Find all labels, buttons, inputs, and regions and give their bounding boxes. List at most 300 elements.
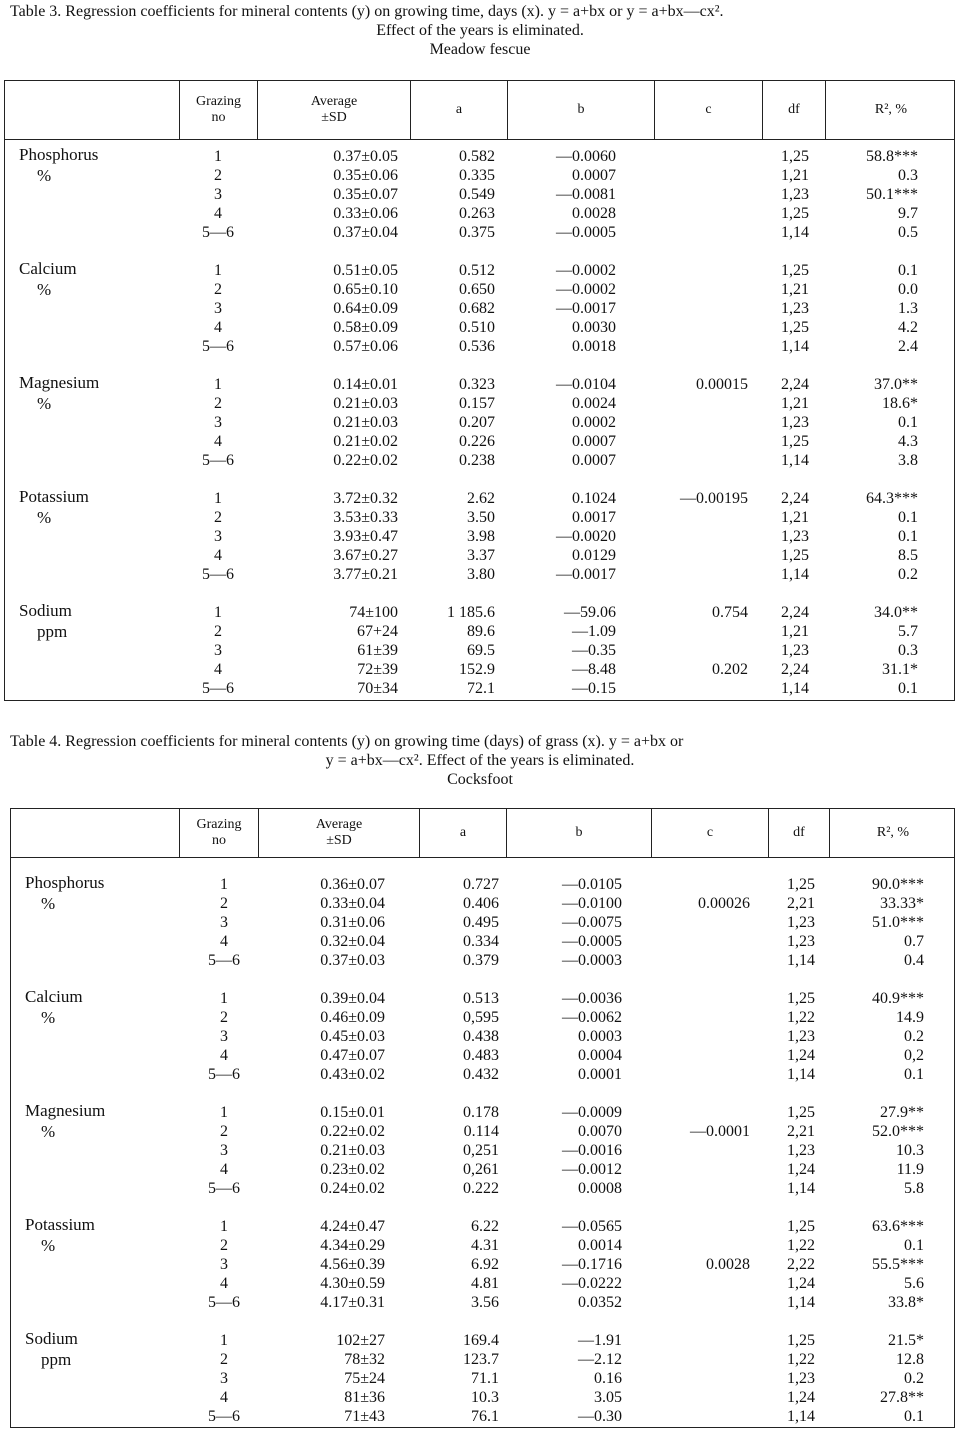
table4-cell-b: 0.0070 bbox=[578, 1123, 622, 1140]
table3-cell-df: 2,24 bbox=[781, 604, 809, 621]
table3-cell-b: —0.0005 bbox=[556, 224, 616, 241]
table4-cell-average: 4.56±0.39 bbox=[320, 1256, 385, 1273]
table4-cell-a: 0,251 bbox=[463, 1142, 499, 1159]
table4-cell-b: —0.0036 bbox=[562, 990, 622, 1007]
table4-cell-grazing: 1 bbox=[220, 1104, 228, 1121]
table4-cell-r2: 0.7 bbox=[904, 933, 924, 950]
table4-group-label: Calcium bbox=[25, 987, 83, 1006]
table4-cell-r2: 0.1 bbox=[904, 1237, 924, 1254]
table3-cell-b: 0.0030 bbox=[572, 319, 616, 336]
table3-cell-c: —0.00195 bbox=[680, 490, 748, 507]
table4-cell-r2: 0.2 bbox=[904, 1028, 924, 1045]
table3-cell-r2: 5.7 bbox=[898, 623, 918, 640]
table4-cell-df: 1,23 bbox=[787, 933, 815, 950]
table3-cell-a: 2.62 bbox=[467, 490, 495, 507]
table4-cell-a: 169.4 bbox=[463, 1332, 499, 1349]
table4-cell-b: 0.0001 bbox=[578, 1066, 622, 1083]
table3-cell-a: 0.375 bbox=[459, 224, 495, 241]
table3-cell-b: —0.0002 bbox=[556, 262, 616, 279]
table3-cell-average: 0.14±0.01 bbox=[333, 376, 398, 393]
table3-header-grazing-line: Grazing bbox=[195, 94, 242, 109]
table4-cell-b: —0.0009 bbox=[562, 1104, 622, 1121]
table3-cell-grazing: 3 bbox=[214, 414, 222, 431]
table3-cell-a: 0.682 bbox=[459, 300, 495, 317]
table3-cell-grazing: 4 bbox=[214, 547, 222, 564]
table3-cell-b: —0.0060 bbox=[556, 148, 616, 165]
table3-cell-df: 1,25 bbox=[781, 262, 809, 279]
table3-cell-a: 3.50 bbox=[467, 509, 495, 526]
table3-cell-df: 1,25 bbox=[781, 547, 809, 564]
table4-cell-c: 0.00026 bbox=[698, 895, 750, 912]
table3-cell-average: 0.35±0.06 bbox=[333, 167, 398, 184]
table4-cell-grazing: 5—6 bbox=[208, 1294, 240, 1311]
table4-cell-a: 0.406 bbox=[463, 895, 499, 912]
table4-cell-r2: 0.1 bbox=[904, 1408, 924, 1425]
table4 bbox=[10, 808, 955, 1428]
table4-cell-df: 1,14 bbox=[787, 1294, 815, 1311]
table3-cell-b: 0.0018 bbox=[572, 338, 616, 355]
table4-cell-average: 0.45±0.03 bbox=[320, 1028, 385, 1045]
table4-cell-average: 0.24±0.02 bbox=[320, 1180, 385, 1197]
table3-cell-r2: 64.3*** bbox=[866, 490, 918, 507]
table4-cell-df: 1,25 bbox=[787, 990, 815, 1007]
table4-cell-r2: 40.9*** bbox=[872, 990, 924, 1007]
table3-cell-grazing: 4 bbox=[214, 433, 222, 450]
table4-cell-b: —0.0075 bbox=[562, 914, 622, 931]
table4-cell-a: 4.31 bbox=[471, 1237, 499, 1254]
table3-header-r2-label: R², % bbox=[874, 102, 908, 117]
table3-cell-r2: 0.1 bbox=[898, 509, 918, 526]
table3-cell-df: 1,25 bbox=[781, 319, 809, 336]
table3-group-label: % bbox=[37, 508, 52, 527]
table3-cell-r2: 0.3 bbox=[898, 642, 918, 659]
table3-cell-df: 1,25 bbox=[781, 148, 809, 165]
table3-cell-average: 70±34 bbox=[357, 680, 398, 697]
table3-cell-average: 0.33±0.06 bbox=[333, 205, 398, 222]
table3-cell-r2: 8.5 bbox=[898, 547, 918, 564]
table3-cell-grazing: 1 bbox=[214, 262, 222, 279]
table3-cell-df: 1,23 bbox=[781, 186, 809, 203]
table4-cell-grazing: 1 bbox=[220, 1332, 228, 1349]
table3-cell-r2: 0.1 bbox=[898, 262, 918, 279]
table4-cell-df: 1,14 bbox=[787, 1066, 815, 1083]
table3-group-label: Magnesium bbox=[19, 373, 100, 392]
table4-cell-r2: 27.8** bbox=[880, 1389, 924, 1406]
table3-cell-df: 1,14 bbox=[781, 452, 809, 469]
table3-header-average bbox=[257, 81, 410, 139]
table3-cell-c: 0.202 bbox=[712, 661, 748, 678]
table3-cell-grazing: 3 bbox=[214, 186, 222, 203]
table4-header-b bbox=[506, 809, 651, 857]
table3-cell-grazing: 4 bbox=[214, 661, 222, 678]
table4-cell-a: 0.178 bbox=[463, 1104, 499, 1121]
table4-cell-df: 1,25 bbox=[787, 1332, 815, 1349]
table3-cell-average: 0.21±0.02 bbox=[333, 433, 398, 450]
table4-cell-b: —0.0012 bbox=[562, 1161, 622, 1178]
table4-group-label: Phosphorus bbox=[25, 873, 105, 892]
table4-cell-a: 0.432 bbox=[463, 1066, 499, 1083]
table3-cell-average: 0.64±0.09 bbox=[333, 300, 398, 317]
table4-cell-a: 76.1 bbox=[471, 1408, 499, 1425]
table3-cell-grazing: 5—6 bbox=[202, 338, 234, 355]
table4-cell-b: —0.0005 bbox=[562, 933, 622, 950]
table4-cell-r2: 33.33* bbox=[880, 895, 924, 912]
table4-cell-b: —1.91 bbox=[578, 1332, 622, 1349]
table3-cell-a: 152.9 bbox=[459, 661, 495, 678]
table3-cell-average: 3.53±0.33 bbox=[333, 509, 398, 526]
table3-caption-species: Meadow fescue bbox=[429, 41, 531, 58]
table4-cell-a: 0.114 bbox=[463, 1123, 499, 1140]
table3-cell-r2: 34.0** bbox=[874, 604, 918, 621]
table3-cell-r2: 0.5 bbox=[898, 224, 918, 241]
table4-cell-a: 10.3 bbox=[471, 1389, 499, 1406]
table4-cell-grazing: 3 bbox=[220, 914, 228, 931]
table3-cell-b: 0.0017 bbox=[572, 509, 616, 526]
table3-cell-df: 1,14 bbox=[781, 680, 809, 697]
table3-group-label: ppm bbox=[37, 622, 68, 641]
table3-caption-title: Table 3. Regression coefficients for mineral contents (y) on growing time, days (x). y = a+bx or y = a+bx—cx². bbox=[10, 3, 724, 20]
table4-cell-average: 0.32±0.04 bbox=[320, 933, 385, 950]
table3-cell-r2: 2.4 bbox=[898, 338, 918, 355]
table4-cell-a: 71.1 bbox=[471, 1370, 499, 1387]
table4-cell-df: 1,22 bbox=[787, 1237, 815, 1254]
table4-cell-average: 4.17±0.31 bbox=[320, 1294, 385, 1311]
table4-caption-species: Cocksfoot bbox=[447, 771, 513, 788]
table4-cell-average: 78±32 bbox=[344, 1351, 385, 1368]
table3-cell-grazing: 2 bbox=[214, 167, 222, 184]
table4-cell-b: —0.0565 bbox=[562, 1218, 622, 1235]
table4-cell-b: 0.0008 bbox=[578, 1180, 622, 1197]
table4-caption bbox=[10, 732, 950, 789]
table3-cell-r2: 31.1* bbox=[882, 661, 918, 678]
table3-header-c-label: c bbox=[705, 102, 712, 117]
table4-cell-average: 0.23±0.02 bbox=[320, 1161, 385, 1178]
table4-group-label: % bbox=[41, 1008, 56, 1027]
table4-cell-df: 1,23 bbox=[787, 1370, 815, 1387]
table4-header-average-line: Average bbox=[315, 817, 363, 832]
table4-cell-a: 0.495 bbox=[463, 914, 499, 931]
table3-cell-b: 0.0007 bbox=[572, 452, 616, 469]
table4-caption-title: Table 4. Regression coefficients for mineral contents (y) on growing time (days) of grass (x). y = a+bx or bbox=[10, 733, 684, 750]
table3-cell-a: 69.5 bbox=[467, 642, 495, 659]
table3-cell-a: 0.512 bbox=[459, 262, 495, 279]
table3-group-label: % bbox=[37, 166, 52, 185]
table4-cell-a: 4.81 bbox=[471, 1275, 499, 1292]
table3-cell-average: 0.65±0.10 bbox=[333, 281, 398, 298]
table4-header-c-label: c bbox=[706, 825, 714, 840]
table3-cell-a: 0.650 bbox=[459, 281, 495, 298]
table3-cell-grazing: 2 bbox=[214, 281, 222, 298]
table4-cell-df: 1,22 bbox=[787, 1009, 815, 1026]
table4-cell-b: 0.0004 bbox=[578, 1047, 622, 1064]
table4-group-label: % bbox=[41, 894, 56, 913]
table4-header-grazing-line: Grazing bbox=[196, 817, 242, 832]
table4-cell-average: 0.36±0.07 bbox=[320, 876, 385, 893]
table3-cell-grazing: 5—6 bbox=[202, 566, 234, 583]
table3-cell-a: 0.582 bbox=[459, 148, 495, 165]
table4-cell-a: 0.222 bbox=[463, 1180, 499, 1197]
table3-cell-average: 3.93±0.47 bbox=[333, 528, 398, 545]
table3-cell-grazing: 2 bbox=[214, 395, 222, 412]
table4-header-average-line: ±SD bbox=[326, 833, 352, 848]
table3-cell-df: 1,21 bbox=[781, 509, 809, 526]
table3-cell-df: 2,24 bbox=[781, 490, 809, 507]
table4-cell-r2: 51.0*** bbox=[872, 914, 924, 931]
table4-cell-a: 6.22 bbox=[471, 1218, 499, 1235]
table4-cell-a: 0,595 bbox=[463, 1009, 499, 1026]
table4-header-average bbox=[258, 809, 419, 857]
table3-cell-a: 0.323 bbox=[459, 376, 495, 393]
table4-header-row bbox=[11, 809, 954, 858]
table3-cell-grazing: 5—6 bbox=[202, 680, 234, 697]
table3-cell-average: 0.58±0.09 bbox=[333, 319, 398, 336]
table3-cell-a: 0.226 bbox=[459, 433, 495, 450]
table3-cell-average: 3.72±0.32 bbox=[333, 490, 398, 507]
table4-cell-average: 0.33±0.04 bbox=[320, 895, 385, 912]
table3-cell-b: —0.0017 bbox=[556, 300, 616, 317]
table4-cell-average: 75±24 bbox=[344, 1370, 385, 1387]
table3-cell-a: 72.1 bbox=[467, 680, 495, 697]
table3-cell-grazing: 1 bbox=[214, 376, 222, 393]
table4-group-label: % bbox=[41, 1236, 56, 1255]
table4-cell-grazing: 4 bbox=[220, 1047, 228, 1064]
table4-cell-b: —0.0016 bbox=[562, 1142, 622, 1159]
table3-cell-a: 1 185.6 bbox=[447, 604, 495, 621]
table3-cell-a: 0.510 bbox=[459, 319, 495, 336]
table3-cell-df: 1,23 bbox=[781, 414, 809, 431]
table4-cell-grazing: 4 bbox=[220, 933, 228, 950]
table3-group-label: Calcium bbox=[19, 259, 77, 278]
table3-header-a bbox=[410, 81, 507, 139]
table4-caption-note: y = a+bx—cx². Effect of the years is eliminated. bbox=[325, 752, 635, 769]
table3-cell-average: 0.37±0.04 bbox=[333, 224, 398, 241]
table4-cell-df: 1,25 bbox=[787, 876, 815, 893]
table4-cell-r2: 0,2 bbox=[904, 1047, 924, 1064]
table4-cell-grazing: 3 bbox=[220, 1028, 228, 1045]
table3-cell-b: —8.48 bbox=[572, 661, 616, 678]
table3-cell-b: 0.0007 bbox=[572, 433, 616, 450]
table3-cell-b: —0.0081 bbox=[556, 186, 616, 203]
table3-cell-average: 74±100 bbox=[349, 604, 398, 621]
table4-cell-average: 0.15±0.01 bbox=[320, 1104, 385, 1121]
table3-cell-r2: 4.3 bbox=[898, 433, 918, 450]
table3-cell-b: —59.06 bbox=[564, 604, 616, 621]
table3-cell-r2: 0.1 bbox=[898, 528, 918, 545]
table4-cell-b: —2.12 bbox=[578, 1351, 622, 1368]
table4-cell-grazing: 1 bbox=[220, 990, 228, 1007]
table4-cell-df: 2,22 bbox=[787, 1256, 815, 1273]
table3-group-label: Potassium bbox=[19, 487, 89, 506]
table3-cell-grazing: 4 bbox=[214, 319, 222, 336]
table4-cell-a: 123.7 bbox=[463, 1351, 499, 1368]
table3-cell-r2: 58.8*** bbox=[866, 148, 918, 165]
table3-cell-r2: 0.1 bbox=[898, 414, 918, 431]
table4-cell-grazing: 1 bbox=[220, 1218, 228, 1235]
table4-cell-r2: 0.2 bbox=[904, 1370, 924, 1387]
table3-cell-a: 0.549 bbox=[459, 186, 495, 203]
table4-cell-df: 2,21 bbox=[787, 895, 815, 912]
table4-cell-average: 102±27 bbox=[336, 1332, 385, 1349]
table4-cell-b: —0.0003 bbox=[562, 952, 622, 969]
table4-cell-r2: 55.5*** bbox=[872, 1256, 924, 1273]
table3-caption bbox=[10, 2, 950, 59]
table3-cell-df: 1,23 bbox=[781, 300, 809, 317]
table3 bbox=[4, 80, 955, 701]
table4-cell-r2: 14.9 bbox=[896, 1009, 924, 1026]
table4-cell-grazing: 3 bbox=[220, 1370, 228, 1387]
table4-cell-a: 0,261 bbox=[463, 1161, 499, 1178]
table4-header-df bbox=[768, 809, 829, 857]
table4-cell-grazing: 4 bbox=[220, 1161, 228, 1178]
table3-cell-grazing: 5—6 bbox=[202, 452, 234, 469]
table4-cell-df: 2,21 bbox=[787, 1123, 815, 1140]
table3-cell-r2: 9.7 bbox=[898, 205, 918, 222]
table4-cell-b: 0.0003 bbox=[578, 1028, 622, 1045]
table4-cell-r2: 0.4 bbox=[904, 952, 924, 969]
table4-cell-grazing: 2 bbox=[220, 1009, 228, 1026]
table3-cell-r2: 3.8 bbox=[898, 452, 918, 469]
table3-header-average-line: Average bbox=[310, 94, 358, 109]
table3-header-b bbox=[507, 81, 654, 139]
table3-cell-b: —0.0020 bbox=[556, 528, 616, 545]
table4-cell-r2: 27.9** bbox=[880, 1104, 924, 1121]
table4-cell-df: 1,24 bbox=[787, 1047, 815, 1064]
table3-cell-a: 3.80 bbox=[467, 566, 495, 583]
table4-cell-df: 1,24 bbox=[787, 1275, 815, 1292]
table4-cell-grazing: 5—6 bbox=[208, 1066, 240, 1083]
table4-cell-average: 4.24±0.47 bbox=[320, 1218, 385, 1235]
table3-cell-df: 1,14 bbox=[781, 566, 809, 583]
table3-cell-b: 0.1024 bbox=[572, 490, 616, 507]
table4-cell-r2: 10.3 bbox=[896, 1142, 924, 1159]
table4-cell-grazing: 2 bbox=[220, 1351, 228, 1368]
table3-cell-r2: 37.0** bbox=[874, 376, 918, 393]
table4-cell-df: 1,14 bbox=[787, 1408, 815, 1425]
table4-cell-r2: 90.0*** bbox=[872, 876, 924, 893]
table3-cell-c: 0.754 bbox=[712, 604, 748, 621]
table4-cell-a: 0.513 bbox=[463, 990, 499, 1007]
table3-cell-grazing: 5—6 bbox=[202, 224, 234, 241]
table3-cell-b: —1.09 bbox=[572, 623, 616, 640]
table3-cell-a: 3.98 bbox=[467, 528, 495, 545]
table4-cell-grazing: 2 bbox=[220, 1123, 228, 1140]
table4-cell-a: 6.92 bbox=[471, 1256, 499, 1273]
table3-cell-grazing: 3 bbox=[214, 528, 222, 545]
table3-cell-b: —0.0104 bbox=[556, 376, 616, 393]
table4-cell-b: —0.30 bbox=[578, 1408, 622, 1425]
table3-cell-b: —0.35 bbox=[572, 642, 616, 659]
table3-cell-grazing: 3 bbox=[214, 300, 222, 317]
table3-cell-grazing: 3 bbox=[214, 642, 222, 659]
table3-cell-grazing: 1 bbox=[214, 604, 222, 621]
table4-group-label: Sodium bbox=[25, 1329, 78, 1348]
table4-cell-df: 1,22 bbox=[787, 1351, 815, 1368]
table3-cell-df: 1,25 bbox=[781, 433, 809, 450]
table3-cell-grazing: 1 bbox=[214, 148, 222, 165]
table3-cell-average: 61±39 bbox=[357, 642, 398, 659]
table3-header-row bbox=[5, 81, 954, 140]
table3-cell-df: 1,14 bbox=[781, 224, 809, 241]
table3-cell-c: 0.00015 bbox=[696, 376, 748, 393]
table3-cell-r2: 18.6* bbox=[882, 395, 918, 412]
table4-cell-average: 0.47±0.07 bbox=[320, 1047, 385, 1064]
table3-cell-a: 89.6 bbox=[467, 623, 495, 640]
table4-group-label: Potassium bbox=[25, 1215, 95, 1234]
table4-cell-df: 1,23 bbox=[787, 1142, 815, 1159]
table4-cell-r2: 33.8* bbox=[888, 1294, 924, 1311]
table3-cell-r2: 0.0 bbox=[898, 281, 918, 298]
table4-cell-a: 0.483 bbox=[463, 1047, 499, 1064]
table4-cell-grazing: 3 bbox=[220, 1256, 228, 1273]
table3-cell-r2: 0.3 bbox=[898, 167, 918, 184]
table4-group-label: Magnesium bbox=[25, 1101, 106, 1120]
table3-cell-b: 0.0129 bbox=[572, 547, 616, 564]
table4-cell-r2: 5.6 bbox=[904, 1275, 924, 1292]
table3-cell-average: 0.21±0.03 bbox=[333, 414, 398, 431]
table3-cell-a: 0.335 bbox=[459, 167, 495, 184]
table4-cell-grazing: 2 bbox=[220, 895, 228, 912]
table3-cell-b: —0.0002 bbox=[556, 281, 616, 298]
table3-header-average-line: ±SD bbox=[321, 110, 347, 125]
table3-cell-r2: 50.1*** bbox=[866, 186, 918, 203]
table4-cell-r2: 12.8 bbox=[896, 1351, 924, 1368]
table3-cell-grazing: 4 bbox=[214, 205, 222, 222]
table4-group-label: ppm bbox=[41, 1350, 72, 1369]
table4-cell-df: 1,25 bbox=[787, 1104, 815, 1121]
table4-header-grazing-line: no bbox=[212, 833, 226, 848]
table3-cell-average: 0.35±0.07 bbox=[333, 186, 398, 203]
table3-cell-average: 0.22±0.02 bbox=[333, 452, 398, 469]
table4-cell-b: —0.1716 bbox=[562, 1256, 622, 1273]
table4-cell-average: 0.31±0.06 bbox=[320, 914, 385, 931]
table4-cell-average: 0.37±0.03 bbox=[320, 952, 385, 969]
table3-cell-df: 1,23 bbox=[781, 642, 809, 659]
table3-cell-average: 0.51±0.05 bbox=[333, 262, 398, 279]
table4-cell-r2: 0.1 bbox=[904, 1066, 924, 1083]
table3-header-grazing bbox=[179, 81, 257, 139]
table3-cell-r2: 0.2 bbox=[898, 566, 918, 583]
table4-cell-average: 71±43 bbox=[344, 1408, 385, 1425]
table3-cell-r2: 0.1 bbox=[898, 680, 918, 697]
table3-cell-df: 2,24 bbox=[781, 376, 809, 393]
table4-cell-c: —0.0001 bbox=[690, 1123, 750, 1140]
table4-cell-df: 1,23 bbox=[787, 914, 815, 931]
table4-cell-b: 0.0352 bbox=[578, 1294, 622, 1311]
table4-cell-a: 3.56 bbox=[471, 1294, 499, 1311]
table4-cell-average: 4.34±0.29 bbox=[320, 1237, 385, 1254]
table4-header-a-label: a bbox=[459, 825, 467, 840]
table3-header-b-label: b bbox=[577, 102, 585, 117]
table4-cell-grazing: 5—6 bbox=[208, 1180, 240, 1197]
table4-cell-b: —0.0222 bbox=[562, 1275, 622, 1292]
table4-cell-b: 0.0014 bbox=[578, 1237, 622, 1254]
table3-cell-grazing: 2 bbox=[214, 509, 222, 526]
table3-cell-b: —0.15 bbox=[572, 680, 616, 697]
table4-cell-grazing: 5—6 bbox=[208, 952, 240, 969]
table4-cell-grazing: 4 bbox=[220, 1275, 228, 1292]
table4-cell-average: 0.43±0.02 bbox=[320, 1066, 385, 1083]
table4-cell-average: 4.30±0.59 bbox=[320, 1275, 385, 1292]
table3-cell-a: 0.263 bbox=[459, 205, 495, 222]
table4-cell-r2: 52.0*** bbox=[872, 1123, 924, 1140]
table4-cell-b: 0.16 bbox=[594, 1370, 622, 1387]
table3-cell-b: 0.0028 bbox=[572, 205, 616, 222]
table3-cell-grazing: 2 bbox=[214, 623, 222, 640]
table4-cell-average: 0.21±0.03 bbox=[320, 1142, 385, 1159]
table4-cell-r2: 11.9 bbox=[896, 1161, 924, 1178]
table3-cell-a: 0.157 bbox=[459, 395, 495, 412]
table4-cell-a: 0.379 bbox=[463, 952, 499, 969]
